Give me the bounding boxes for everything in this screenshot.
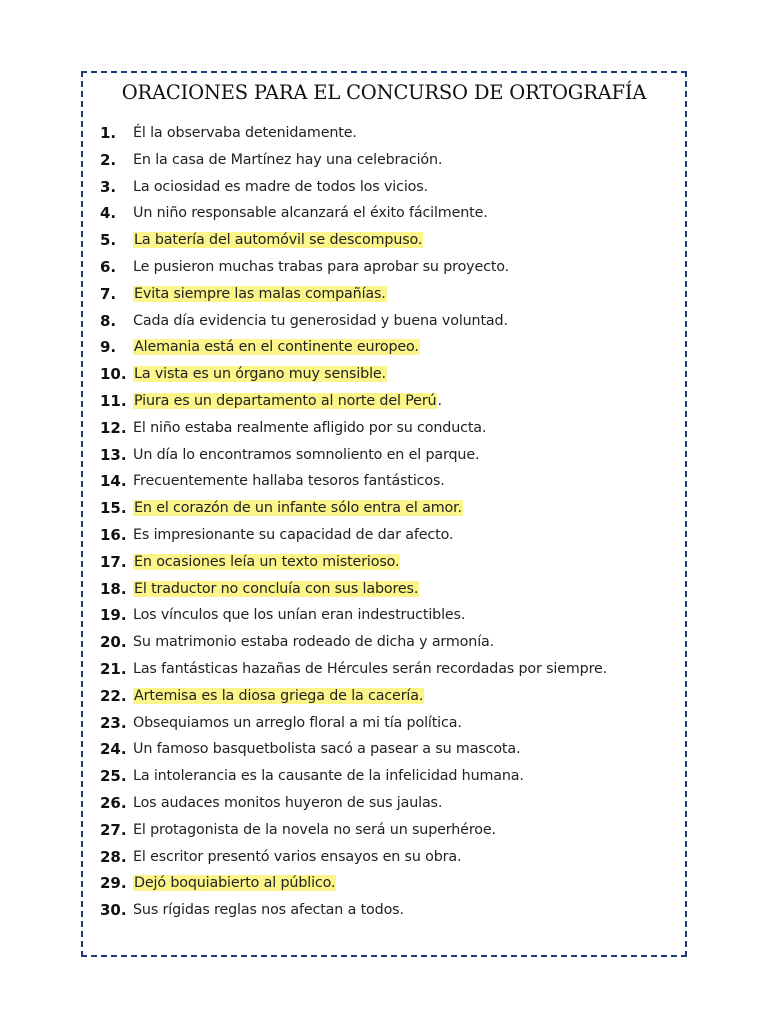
highlighted-sentence: Artemisa es la diosa griega de la cacería.	[134, 687, 424, 704]
highlighted-sentence: Alemania está en el continente europeo.	[134, 339, 419, 356]
sentence-number: 14.	[100, 472, 127, 491]
list-item	[83, 602, 685, 629]
highlighted-sentence: La batería del automóvil se descompuso.	[134, 232, 423, 249]
highlighted-sentence: Piura es un departamento al norte del Perú	[134, 392, 437, 409]
list-item	[83, 736, 685, 763]
list-item	[83, 763, 685, 790]
sentence-text-wrapper	[133, 736, 520, 763]
sentence-text-wrapper	[133, 334, 420, 361]
list-item	[83, 174, 685, 201]
sentence-text-wrapper	[133, 683, 424, 710]
sentence-number: 13.	[100, 445, 127, 464]
list-item	[83, 120, 685, 147]
sentence-number: 18.	[100, 579, 127, 598]
list-item	[83, 817, 685, 844]
sentence-number: 4.	[100, 204, 117, 223]
sentence-text-wrapper	[133, 522, 453, 549]
sentence-text: Es impresionante su capacidad de dar afecto.	[133, 526, 454, 543]
sentence-text: Un niño responsable alcanzará el éxito fácilmente.	[133, 205, 488, 222]
list-item	[83, 415, 685, 442]
sentence-text: Sus rígidas reglas nos afectan a todos.	[133, 902, 404, 919]
sentence-number: 26.	[100, 793, 127, 812]
list-item	[83, 629, 685, 656]
sentence-number: 1.	[100, 124, 117, 142]
list-item	[83, 361, 685, 388]
list-item	[83, 710, 685, 737]
sentence-text-wrapper	[133, 897, 404, 924]
sentence-text: Los vínculos que los unían eran indestructibles.	[133, 607, 466, 624]
list-item	[83, 200, 685, 227]
sentence-text: Un famoso basquetbolista sacó a pasear a su mascota.	[133, 741, 521, 758]
sentence-text: Cada día evidencia tu generosidad y buena voluntad.	[133, 312, 508, 329]
highlighted-sentence: Dejó boquiabierto al público.	[134, 875, 336, 892]
sentence-text-wrapper	[133, 549, 400, 576]
sentence-text-wrapper	[133, 602, 465, 629]
sentence-text-wrapper	[133, 790, 442, 817]
highlighted-sentence: En el corazón de un infante sólo entra el amor.	[134, 500, 462, 517]
sentence-text-wrapper	[133, 361, 387, 388]
list-item	[83, 522, 685, 549]
list-item	[83, 870, 685, 897]
sentence-text: Los audaces monitos huyeron de sus jaulas.	[133, 794, 443, 811]
sentence-text-wrapper	[133, 763, 524, 790]
list-item	[83, 442, 685, 469]
sentence-list	[83, 120, 685, 924]
sentence-text: El escritor presentó varios ensayos en su obra.	[133, 848, 462, 865]
sentence-text-wrapper	[133, 817, 496, 844]
sentence-text-wrapper	[133, 308, 508, 335]
document-title: ORACIONES PARA EL CONCURSO DE ORTOGRAFÍA	[121, 81, 647, 104]
sentence-text: Las fantásticas hazañas de Hércules serán recordadas por siempre.	[133, 660, 608, 677]
sentence-number: 28.	[100, 847, 127, 866]
sentence-text: En la casa de Martínez hay una celebración.	[133, 151, 443, 168]
sentence-text-wrapper	[133, 227, 423, 254]
sentence-number: 5.	[100, 231, 117, 250]
list-item	[83, 897, 685, 924]
sentence-text-wrapper	[133, 415, 486, 442]
sentence-text: La ociosidad es madre de todos los vicios.	[133, 178, 428, 195]
sentence-text: Frecuentemente hallaba tesoros fantásticos.	[133, 473, 445, 490]
sentence-text-wrapper	[133, 656, 607, 683]
sentence-trailing-punctuation: .	[437, 392, 442, 409]
highlighted-sentence: Evita siempre las malas compañías.	[134, 285, 386, 302]
sentence-number: 25.	[100, 767, 127, 786]
sentence-number: 9.	[100, 338, 117, 357]
sentence-text-wrapper	[133, 576, 419, 603]
sentence-number: 7.	[100, 284, 117, 303]
sentence-number: 20.	[100, 633, 127, 652]
sentence-number: 19.	[100, 606, 127, 625]
sentence-text: Un día lo encontramos somnoliento en el parque.	[133, 446, 480, 463]
sentence-number: 24.	[100, 740, 127, 759]
list-item	[83, 147, 685, 174]
sentence-number: 10.	[100, 365, 127, 384]
list-item	[83, 281, 685, 308]
sentence-text: El protagonista de la novela no será un superhéroe.	[133, 821, 496, 838]
sentence-text: El niño estaba realmente afligido por su conducta.	[133, 419, 487, 436]
sentence-number: 11.	[100, 391, 127, 410]
sentence-number: 23.	[100, 713, 127, 732]
sentence-number: 29.	[100, 874, 127, 893]
sentence-number: 30.	[100, 901, 127, 920]
sentence-text-wrapper	[133, 495, 463, 522]
sentence-text-wrapper	[133, 147, 442, 174]
list-item	[83, 334, 685, 361]
sentence-number: 27.	[100, 820, 127, 839]
list-item	[83, 308, 685, 335]
sentence-text: Su matrimonio estaba rodeado de dicha y armonía.	[133, 634, 495, 651]
sentence-text: Le pusieron muchas trabas para aprobar su proyecto.	[133, 258, 510, 275]
sentence-number: 21.	[100, 659, 127, 678]
sentence-number: 3.	[100, 177, 117, 196]
sentence-text-wrapper	[133, 629, 494, 656]
sentence-text-wrapper	[133, 710, 462, 737]
sentence-number: 22.	[100, 686, 127, 705]
sentence-text-wrapper	[133, 388, 442, 415]
list-item	[83, 683, 685, 710]
sentence-number: 15.	[100, 499, 127, 518]
sentence-text-wrapper	[133, 844, 461, 871]
sentence-number: 12.	[100, 418, 127, 437]
list-item	[83, 549, 685, 576]
sentence-text-wrapper	[133, 442, 479, 469]
list-item	[83, 656, 685, 683]
sentence-number: 17.	[100, 552, 127, 571]
list-item	[83, 495, 685, 522]
sentence-text: La intolerancia es la causante de la infelicidad humana.	[133, 768, 524, 785]
sentence-number: 8.	[100, 311, 117, 330]
sentence-text-wrapper	[133, 468, 445, 495]
sentence-text: Obsequiamos un arreglo floral a mi tía política.	[133, 714, 462, 731]
sentence-number: 2.	[100, 150, 117, 169]
sentence-text-wrapper	[133, 281, 387, 308]
list-item	[83, 254, 685, 281]
highlighted-sentence: El traductor no concluía con sus labores.	[134, 580, 419, 597]
list-item	[83, 468, 685, 495]
sentence-text-wrapper	[133, 200, 488, 227]
highlighted-sentence: En ocasiones leía un texto misterioso.	[134, 553, 400, 570]
sentence-text-wrapper	[133, 174, 428, 201]
list-item	[83, 790, 685, 817]
sentence-number: 16.	[100, 525, 127, 544]
list-item	[83, 576, 685, 603]
list-item	[83, 388, 685, 415]
sentence-text-wrapper	[133, 120, 357, 147]
highlighted-sentence: La vista es un órgano muy sensible.	[134, 366, 386, 383]
sentence-text-wrapper	[133, 870, 336, 897]
document-frame	[81, 71, 687, 957]
list-item	[83, 227, 685, 254]
sentence-text: Él la observaba detenidamente.	[133, 125, 357, 141]
sentence-text-wrapper	[133, 254, 509, 281]
sentence-number: 6.	[100, 257, 117, 276]
list-item	[83, 844, 685, 871]
